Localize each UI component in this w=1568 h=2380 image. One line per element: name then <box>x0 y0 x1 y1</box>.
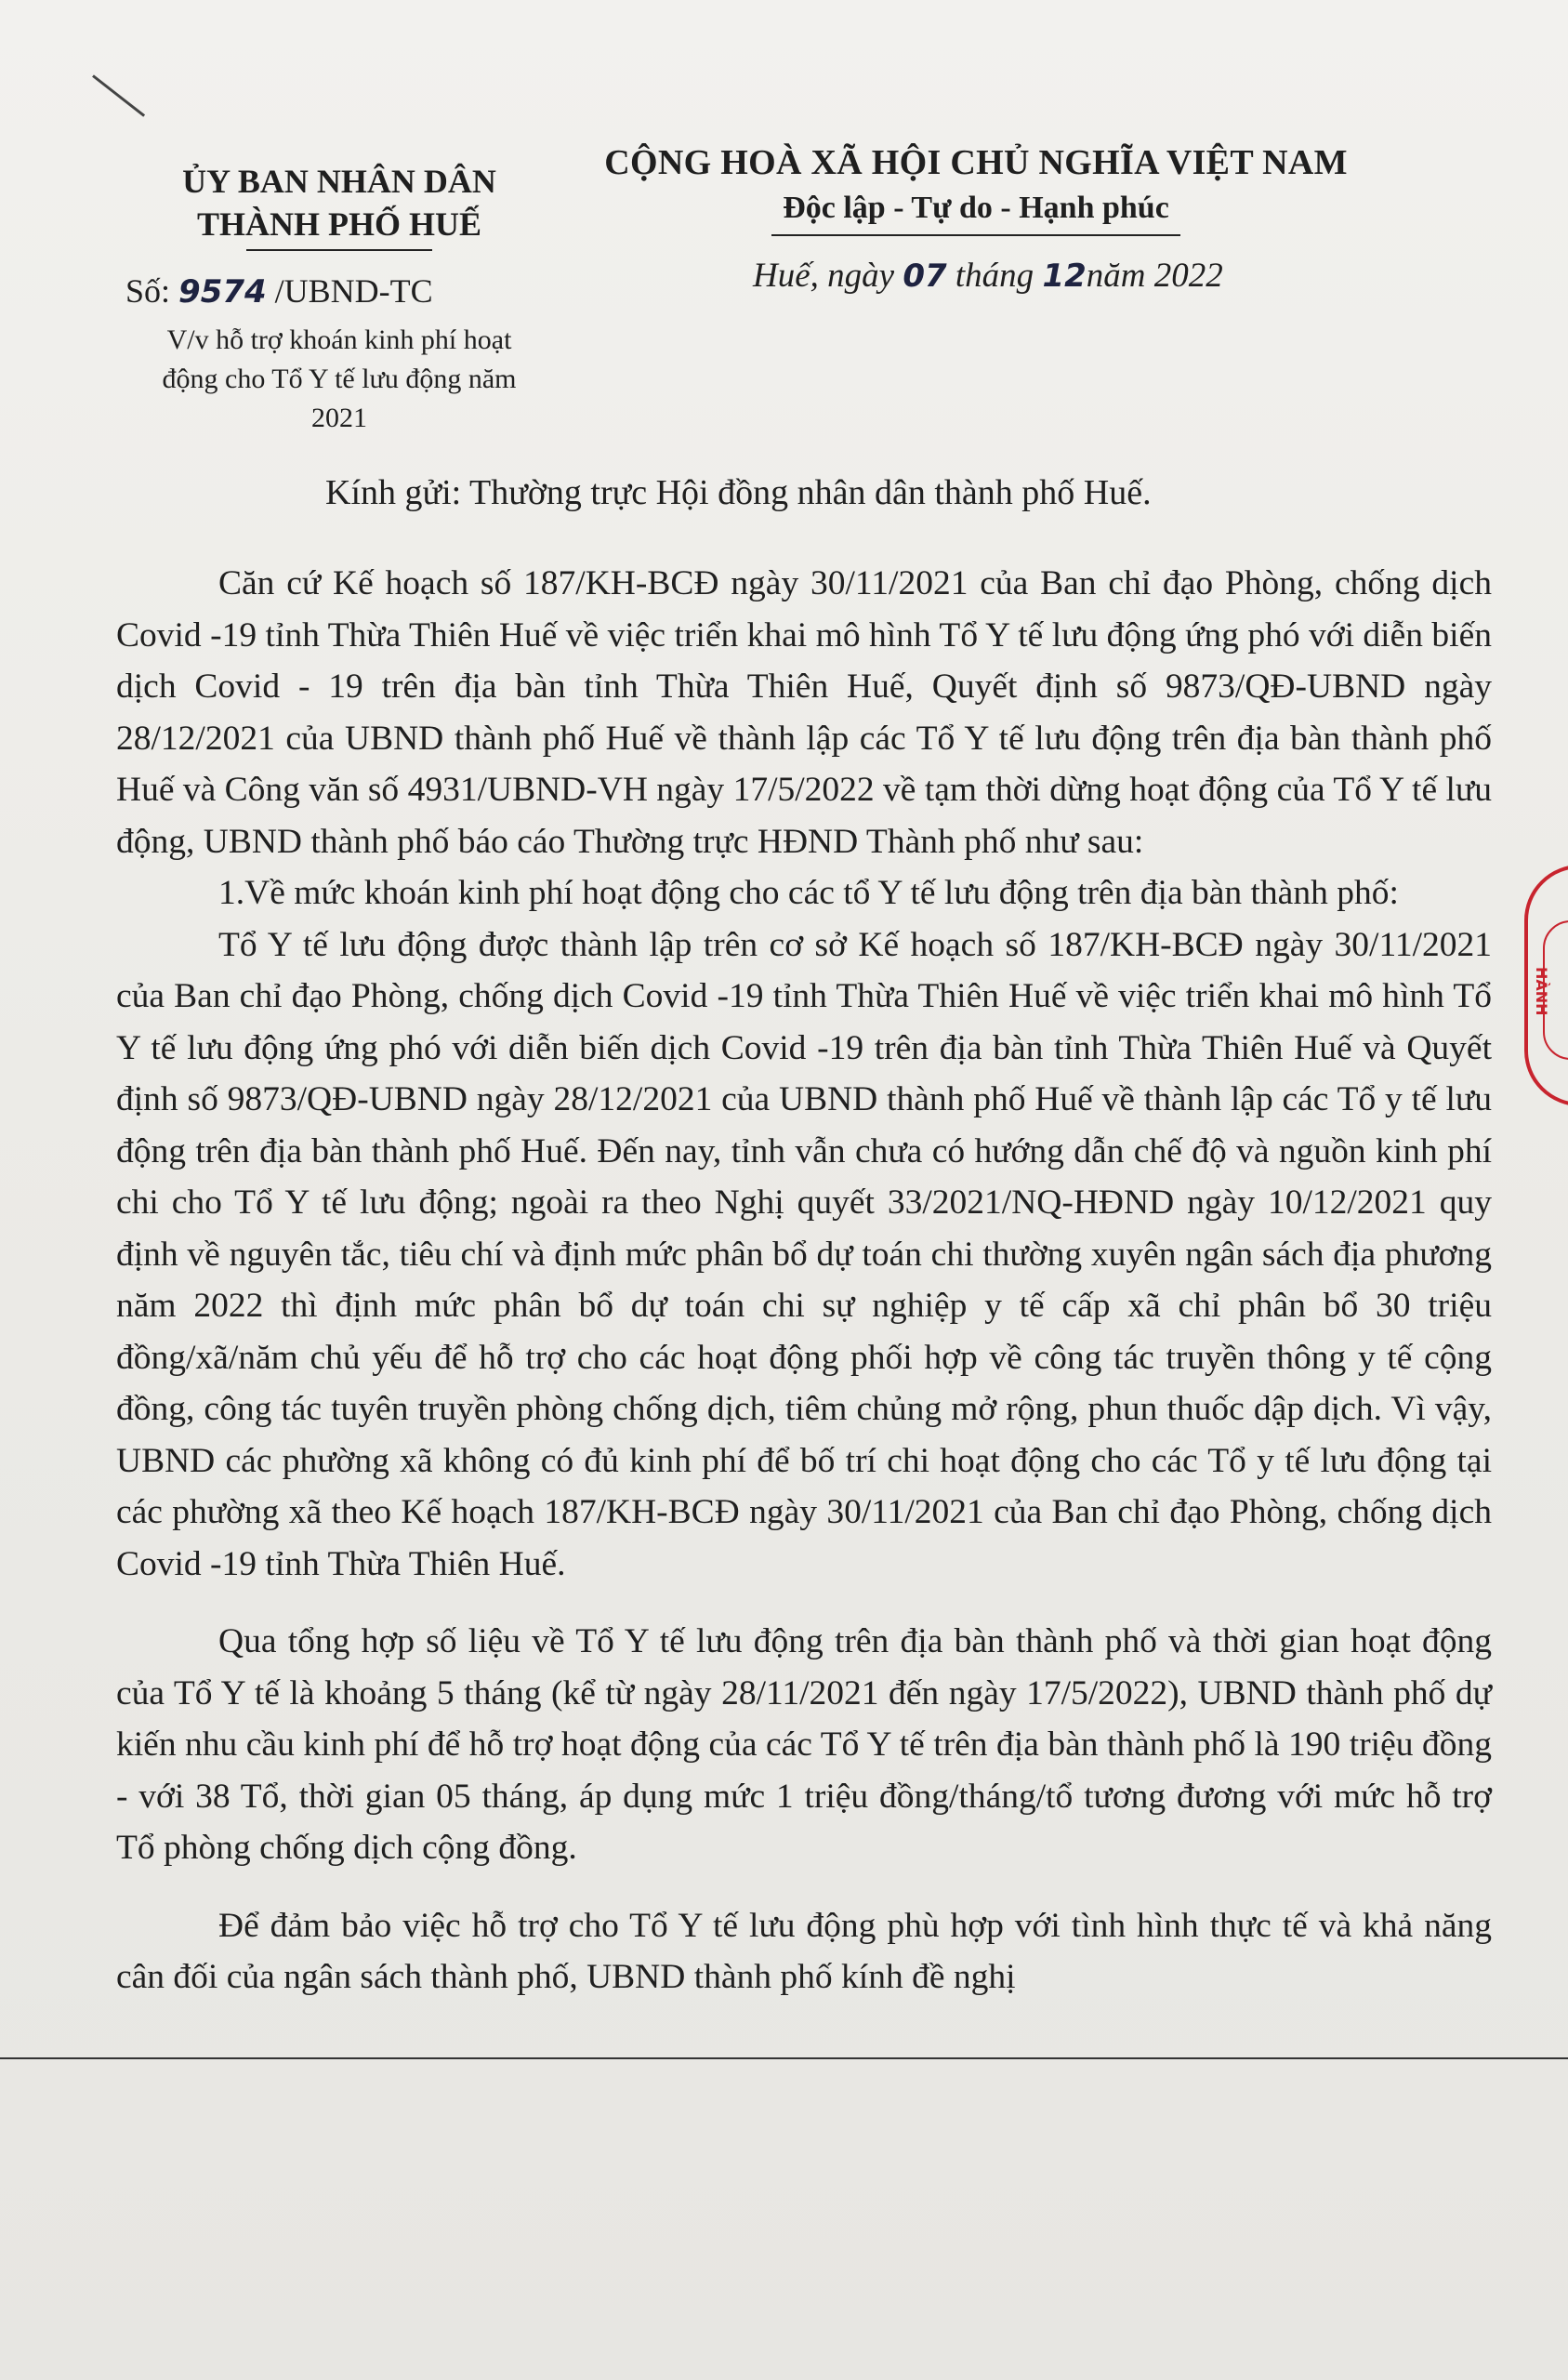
authority-underline <box>246 249 432 251</box>
seal-text: HÀNH <box>1533 967 1550 1016</box>
date-prefix: Huế, ngày <box>753 257 895 295</box>
year-label: năm 2022 <box>1086 257 1223 295</box>
month-label: tháng <box>955 257 1034 295</box>
date-line <box>753 256 1223 296</box>
authority-line-1: ỦY BAN NHÂN DÂN <box>182 163 496 200</box>
pen-mark <box>92 74 145 116</box>
country-name: CỘNG HOÀ XÃ HỘI CHỦ NGHĨA VIỆT NAM <box>604 143 1348 182</box>
paragraph-section-1-heading: 1.Về mức khoán kinh phí hoạt động cho các tổ Y tế lưu động trên địa bàn thành phố: <box>218 874 1399 912</box>
handwritten-number: 9574 <box>178 273 267 311</box>
issuing-authority <box>139 160 539 251</box>
number-suffix: /UBND-TC <box>274 272 433 310</box>
document-number <box>125 271 433 311</box>
motto-underline <box>771 234 1180 236</box>
paragraph-proposal: Để đảm bảo việc hỗ trợ cho Tổ Y tế lưu động phù hợp với tình hình thực tế và khả năng cân đối của ngân sách thành phố, UBND thành phố kính đề nghị <box>116 1906 1492 1996</box>
body-text <box>116 558 1492 2003</box>
handwritten-day: 07 <box>903 258 947 295</box>
recipient-line: Kính gửi: Thường trực Hội đồng nhân dân thành phố Huế. <box>325 473 1152 512</box>
number-prefix: Số: <box>125 272 171 310</box>
paragraph-basis: Căn cứ Kế hoạch số 187/KH-BCĐ ngày 30/11/2021 của Ban chỉ đạo Phòng, chống dịch Covid -19 tỉnh Thừa Thiên Huế về việc triển khai mô hình Tổ Y tế lưu động ứng phó với diễn biến dịch Covid - 19 trên địa bàn tỉnh Thừa Thiên Huế, Quyết định số 9873/QĐ-UBND ngày 28/12/2021 của UBND thành phố Huế về thành lập các Tổ Y tế lưu động trên địa bàn thành phố Huế và Công văn số 4931/UBND-VH ngày 17/5/2022 về tạm thời dừng hoạt động của Tổ Y tế lưu động, UBND thành phố báo cáo Thường trực HĐND Thành phố như sau: <box>116 564 1492 861</box>
paper-fold-line <box>0 2057 1568 2059</box>
authority-line-2: THÀNH PHỐ HUẾ <box>196 205 482 243</box>
motto: Độc lập - Tự do - Hạnh phúc <box>783 191 1169 225</box>
subject-line: V/v hỗ trợ khoán kinh phí hoạt động cho Tổ Y tế lưu động năm 2021 <box>162 324 517 433</box>
paragraph-team-establishment: Tổ Y tế lưu động được thành lập trên cơ sở Kế hoạch số 187/KH-BCĐ ngày 30/11/2021 của Ban chỉ đạo Phòng, chống dịch Covid -19 tỉnh Thừa Thiên Huế về việc triển khai mô hình Tổ Y tế lưu động ứng phó với diễn biến dịch Covid -19 trên địa bàn tỉnh Thừa Thiên Huế và Quyết định số 9873/QĐ-UBND ngày 28/12/2021 của UBND thành phố Huế về thành lập các Tổ y tế lưu động trên địa bàn thành phố Huế. Đến nay, tỉnh vẫn chưa có hướng dẫn chế độ và nguồn kinh phí chi cho Tổ Y tế lưu động; ngoài ra theo Nghị quyết 33/2021/NQ-HĐND ngày 10/12/2021 quy định về nguyên tắc, tiêu chí và định mức phân bổ dự toán chi thường xuyên ngân sách địa phương năm 2022 thì định mức phân bổ dự toán chi sự nghiệp y tế cấp xã chỉ phân bổ 30 triệu đồng/xã/năm chủ yếu để hỗ trợ cho các hoạt động phối hợp về công tác truyền thông y tế cộng đồng, công tác tuyên truyền phòng chống dịch, tiêm chủng mở rộng, phun thuốc dập dịch. Vì vậy, UBND các phường xã không có đủ kinh phí để bố trí chi hoạt động cho các Tổ y tế lưu động tại các phường xã theo Kế hoạch 187/KH-BCĐ ngày 30/11/2021 của Ban chỉ đạo Phòng, chống dịch Covid -19 tỉnh Thừa Thiên Huế. <box>116 925 1492 1583</box>
paragraph-budget-estimate: Qua tổng hợp số liệu về Tổ Y tế lưu động trên địa bàn thành phố và thời gian hoạt động của Tổ Y tế là khoảng 5 tháng (kể từ ngày 28/11/2021 đến ngày 17/5/2022), UBND thành phố dự kiến nhu cầu kinh phí để hỗ trợ hoạt động của các Tổ Y tế trên địa bàn thành phố là 190 triệu đồng - với 38 Tổ, thời gian 05 tháng, áp dụng mức 1 triệu đồng/tháng/tổ tương đương với mức hỗ trợ Tổ phòng chống dịch cộng đồng. <box>116 1622 1492 1867</box>
national-motto <box>567 139 1385 236</box>
handwritten-month: 12 <box>1042 258 1087 295</box>
